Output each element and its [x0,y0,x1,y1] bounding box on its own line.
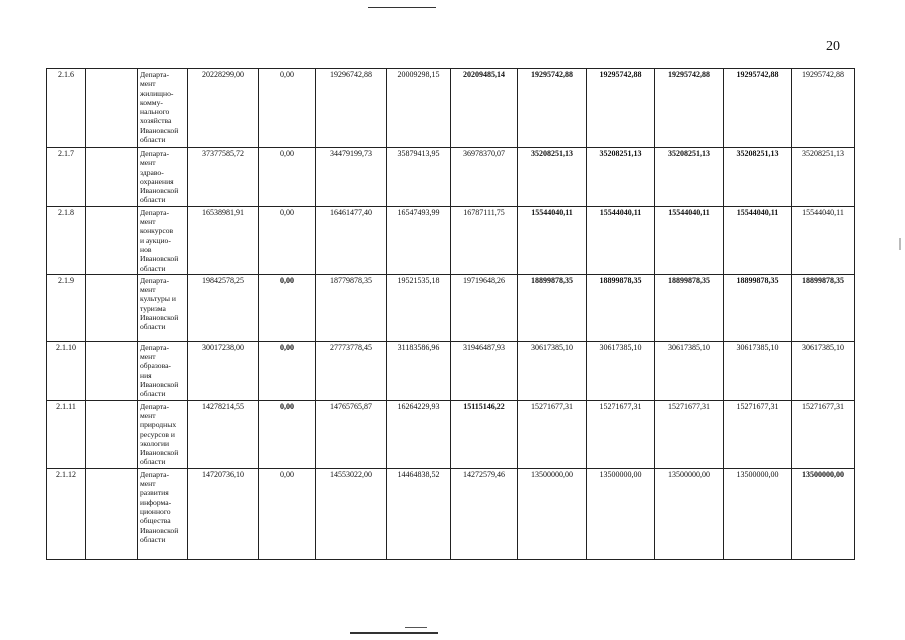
bottom-rule [350,632,438,634]
department-line: ния [140,370,152,380]
page-number: 20 [826,39,840,54]
value-cell: 27773778,45 [316,341,387,400]
value-cell: 36978370,07 [451,148,518,207]
department-line: области [140,135,166,145]
value-cell: 18779878,35 [316,274,387,341]
row-code: 2.1.11 [47,400,86,468]
department-line: области [140,322,166,332]
budget-table [46,68,855,560]
value-cell: 19295742,88 [518,69,587,148]
value-cell: 0,00 [259,148,316,207]
value-cell: 31183586,96 [387,341,451,400]
value-cell: 30617385,10 [655,341,724,400]
value-cell: 0,00 [259,69,316,148]
value-cell: 30017238,00 [188,341,259,400]
value-cell: 16461477,40 [316,206,387,274]
value-cell: 15115146,22 [451,400,518,468]
value-cell: 15271677,31 [587,400,655,468]
row-code: 2.1.7 [47,148,86,207]
table-row [47,274,855,341]
value-cell: 20228299,00 [188,69,259,148]
value-cell: 19842578,25 [188,274,259,341]
value-cell: 19719648,26 [451,274,518,341]
value-cell: 14553022,00 [316,468,387,559]
value-cell: 35208251,13 [587,148,655,207]
department-line: природных [140,420,177,430]
empty-cell [86,206,138,274]
department-line: нального [140,107,170,117]
value-cell: 15544040,11 [655,206,724,274]
value-cell: 15544040,11 [587,206,655,274]
value-cell: 30617385,10 [792,341,855,400]
table-row [47,468,855,559]
department-line: нов [140,244,152,254]
department-line: Ивановской [140,186,179,196]
value-cell: 13500000,00 [724,468,792,559]
department-line: мент [140,352,156,362]
department-cell [138,274,188,341]
value-cell: 18899878,35 [518,274,587,341]
empty-cell [86,341,138,400]
value-cell: 14765765,87 [316,400,387,468]
department-line: комму- [140,97,163,107]
department-line: ресурсов и [140,429,175,439]
value-cell: 19521535,18 [387,274,451,341]
value-cell: 31946487,93 [451,341,518,400]
department-line: мент [140,285,156,295]
row-code: 2.1.9 [47,274,86,341]
value-cell: 37377585,72 [188,148,259,207]
value-cell: 18899878,35 [792,274,855,341]
department-line: Департа- [140,275,170,285]
value-cell: 13500000,00 [655,468,724,559]
value-cell: 14278214,55 [188,400,259,468]
value-cell: 35208251,13 [655,148,724,207]
value-cell: 30617385,10 [724,341,792,400]
empty-cell [86,400,138,468]
department-line: области [140,534,166,544]
table-row [47,341,855,400]
department-cell [138,400,188,468]
value-cell: 15271677,31 [655,400,724,468]
department-line: Департа- [140,149,170,158]
value-cell: 18899878,35 [587,274,655,341]
value-cell: 0,00 [259,341,316,400]
department-line: Департа- [140,70,170,79]
row-code: 2.1.12 [47,468,86,559]
table-row [47,206,855,274]
value-cell: 16787111,75 [451,206,518,274]
value-cell: 0,00 [259,400,316,468]
department-line: мент [140,217,156,227]
value-cell: 14464838,52 [387,468,451,559]
department-line: информа- [140,497,172,507]
department-line: области [140,389,166,399]
value-cell: 15271677,31 [724,400,792,468]
department-line: Ивановской [140,254,179,264]
value-cell: 14720736,10 [188,468,259,559]
department-line: Ивановской [140,125,179,135]
value-cell: 18899878,35 [724,274,792,341]
department-line: развития [140,488,169,498]
value-cell: 0,00 [259,274,316,341]
value-cell: 34479199,73 [316,148,387,207]
value-cell: 18899878,35 [655,274,724,341]
department-line: общества [140,516,171,526]
department-line: области [140,195,166,205]
department-cell [138,341,188,400]
department-line: конкурсов [140,226,174,236]
row-code: 2.1.6 [47,69,86,148]
department-line: области [140,457,166,467]
department-line: области [140,263,166,273]
value-cell: 35208251,13 [792,148,855,207]
department-line: хозяйства [140,116,172,126]
value-cell: 35208251,13 [724,148,792,207]
value-cell: 20209485,14 [451,69,518,148]
value-cell: 13500000,00 [587,468,655,559]
value-cell: 16538981,91 [188,206,259,274]
department-line: мент [140,479,156,489]
department-line: Департа- [140,469,170,479]
table-row [47,400,855,468]
value-cell: 13500000,00 [792,468,855,559]
department-cell [138,148,188,207]
department-line: здраво- [140,167,164,177]
value-cell: 13500000,00 [518,468,587,559]
value-cell: 35879413,95 [387,148,451,207]
department-line: мент [140,410,156,420]
department-line: культуры и [140,294,176,304]
department-line: Департа- [140,401,170,411]
department-line: Департа- [140,342,170,352]
department-cell [138,468,188,559]
department-line: Департа- [140,207,170,217]
value-cell: 30617385,10 [518,341,587,400]
department-line: Ивановской [140,525,179,535]
empty-cell [86,148,138,207]
value-cell: 15271677,31 [792,400,855,468]
value-cell: 0,00 [259,206,316,274]
margin-mark [899,238,901,250]
table-row [47,148,855,207]
value-cell: 16547493,99 [387,206,451,274]
row-code: 2.1.10 [47,341,86,400]
table-row [47,69,855,148]
value-cell: 15544040,11 [792,206,855,274]
value-cell: 0,00 [259,468,316,559]
value-cell: 19295742,88 [792,69,855,148]
value-cell: 19296742,88 [316,69,387,148]
value-cell: 15544040,11 [518,206,587,274]
value-cell: 16264229,93 [387,400,451,468]
department-line: Ивановской [140,448,179,458]
row-code: 2.1.8 [47,206,86,274]
department-line: туризма [140,303,166,313]
empty-cell [86,468,138,559]
department-line: мент [140,79,156,89]
bottom-rule-short [405,627,427,628]
value-cell: 15544040,11 [724,206,792,274]
empty-cell [86,69,138,148]
department-line: и аукцио- [140,235,171,245]
department-line: Ивановской [140,313,179,323]
value-cell: 20009298,15 [387,69,451,148]
value-cell: 35208251,13 [518,148,587,207]
department-cell [138,69,188,148]
value-cell: 19295742,88 [587,69,655,148]
empty-cell [86,274,138,341]
value-cell: 19295742,88 [655,69,724,148]
department-line: жилищно- [140,88,174,98]
department-line: Ивановской [140,380,179,390]
value-cell: 19295742,88 [724,69,792,148]
department-line: охранения [140,176,174,186]
value-cell: 14272579,46 [451,468,518,559]
value-cell: 30617385,10 [587,341,655,400]
department-line: ционного [140,506,171,516]
department-line: мент [140,158,156,168]
top-rule [368,7,436,8]
value-cell: 15271677,31 [518,400,587,468]
department-line: образова- [140,361,171,371]
department-cell [138,206,188,274]
department-line: экологии [140,438,170,448]
